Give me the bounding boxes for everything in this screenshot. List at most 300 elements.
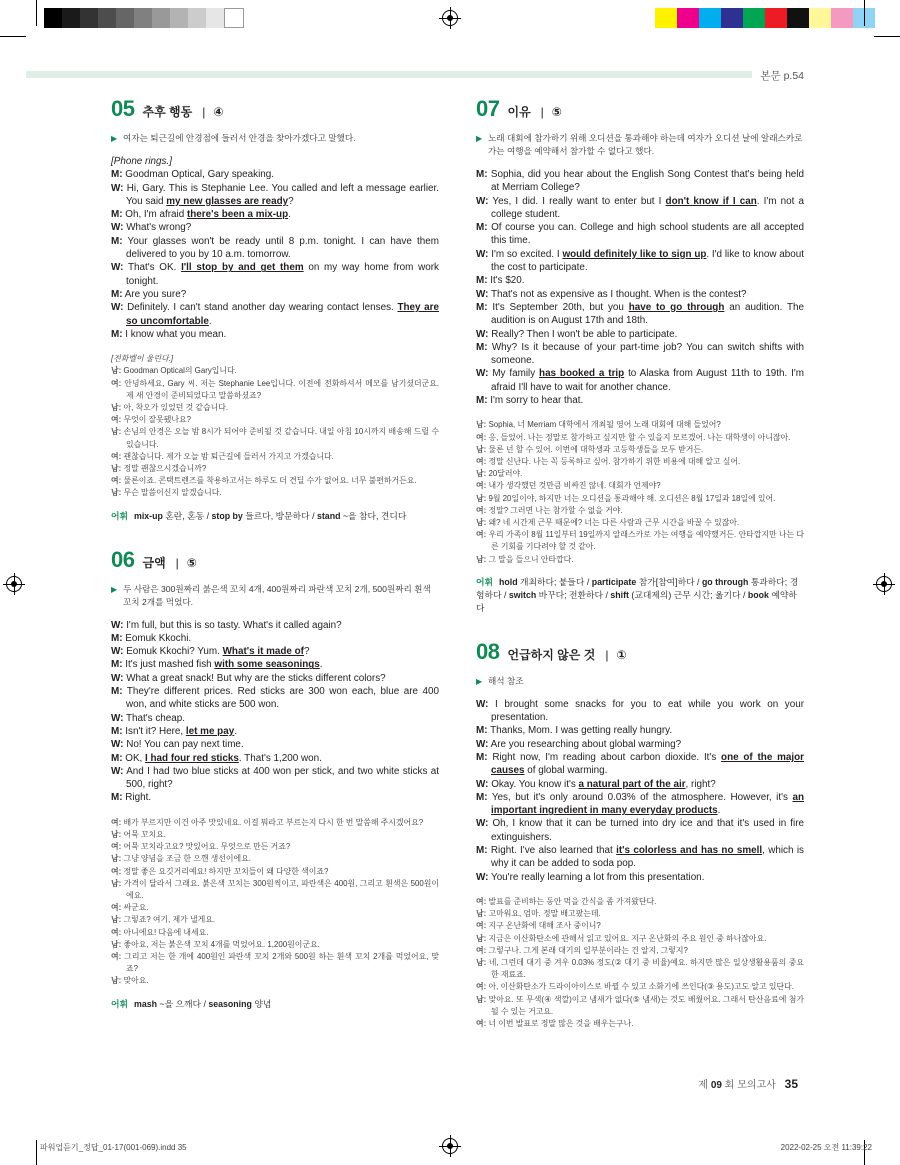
script-line	[111, 328, 439, 341]
speaker-label: 여:	[476, 432, 487, 442]
key-phrase: They are so uncomfortable	[126, 302, 440, 327]
script-line	[476, 221, 804, 248]
script-line	[111, 658, 439, 671]
script-text: And I had two blue sticks at 400 won per stick, and two white sticks at 500, right?	[126, 765, 439, 791]
vocab-word: stop by	[211, 510, 243, 521]
vocab-word: mix-up	[134, 510, 163, 521]
speaker-label: W:	[111, 262, 124, 274]
translation-line	[476, 456, 804, 468]
script-text: Eomuk Kkochi.	[125, 632, 192, 644]
script-text: an audition. The audition is on August 17th and 18th.	[491, 301, 805, 327]
speaker-label: 여:	[476, 982, 487, 992]
translation-text: 괜찮습니다. 제가 오늘 밤 퇴근길에 들러서 가지고 가겠습니다.	[123, 451, 334, 461]
script-text: I brought some snacks for you to eat while you work on your presentation.	[491, 698, 805, 724]
speaker-label: 여:	[111, 951, 122, 961]
speaker-label: W:	[476, 248, 489, 260]
key-phrase: it's colorless and has no smell	[616, 845, 763, 857]
translation-text: 그렇죠? 여기, 제가 낼게요.	[123, 915, 216, 925]
key-phrase: let me pay	[185, 725, 235, 737]
vocab-word: shift	[610, 589, 629, 600]
script-text: That's cheap.	[126, 712, 185, 724]
vocab-meaning: 혼란, 혼동	[165, 510, 205, 521]
vocab-meaning: 바꾸다; 전환하다	[538, 589, 604, 600]
key-phrase: one of the major causes	[491, 751, 804, 777]
vocab-word: go through	[701, 576, 749, 587]
script-line	[476, 738, 804, 751]
speaker-label: 남:	[111, 939, 122, 949]
script-line	[111, 765, 439, 792]
script-line	[476, 844, 804, 871]
key-phrase: with some seasonings	[214, 659, 320, 671]
section-title: 언급하지 않은 것	[507, 647, 596, 662]
translation-line	[111, 841, 439, 853]
english-script	[111, 155, 439, 341]
triangle-icon: ▶	[111, 584, 118, 594]
speaker-label: 남:	[111, 366, 122, 376]
speaker-label: M:	[476, 169, 488, 180]
right-column	[476, 96, 804, 1030]
speaker-label: 여:	[476, 481, 487, 491]
script-text: I know what you mean.	[125, 328, 227, 340]
translation-line	[111, 353, 439, 365]
script-text: What a great snack! But why are the sticks different colors?	[126, 672, 386, 684]
translation-text: 고마워요, 엄마. 정말 배고팠는데.	[488, 909, 601, 919]
speaker-label: W:	[111, 646, 124, 658]
translation-line	[476, 1018, 804, 1030]
script-line	[111, 712, 439, 725]
footer-round: 09	[710, 1080, 722, 1091]
translation-text: 지금은 이산화탄소에 관해서 읽고 있어요. 지구 온난화의 주요 원인 중 하나잖아요.	[488, 933, 767, 943]
stage-direction: [Phone rings.]	[111, 156, 172, 167]
speaker-label: 남:	[111, 427, 122, 437]
triangle-icon: ▶	[476, 134, 483, 143]
script-line	[111, 791, 439, 804]
vocab-meaning: 들르다, 방문하다	[245, 510, 310, 521]
script-line	[476, 394, 804, 407]
script-line	[111, 619, 439, 632]
section-separator: |	[540, 105, 544, 119]
translation-text: 물론이죠. 콘택트렌즈를 착용하고서는 하루도 더 견딜 수가 없어요. 너무 불편하거든요.	[123, 476, 417, 486]
section-separator: |	[605, 647, 609, 662]
script-text: I'm sorry to hear that.	[490, 395, 584, 407]
speaker-label: W:	[111, 619, 124, 631]
key-phrase: there's been a mix-up	[186, 209, 289, 221]
speaker-label: M:	[476, 751, 488, 763]
section-header	[111, 547, 439, 573]
vocab-word: hold	[499, 576, 518, 587]
speaker-label: 남:	[476, 909, 487, 919]
speaker-label: 여:	[476, 505, 487, 515]
script-text: . I'm not a college student.	[491, 195, 804, 220]
script-line	[111, 208, 439, 221]
speaker-label: 여:	[476, 896, 487, 906]
translation-line	[111, 829, 439, 841]
translation-text: 안녕하세요, Gary 씨. 저는 Stephanie Lee입니다. 이전에 전화하셔서 메모를 남기셨더군요. 제 새 안경이 준비되었다고 말씀하셨죠?	[124, 378, 439, 400]
translation-text: Goodman Optical의 Gary입니다.	[123, 366, 237, 376]
translation-text: 좋아요, 저는 붉은색 꼬치 4개를 먹었어요. 1,200원이군요.	[123, 939, 320, 949]
translation-line	[476, 994, 804, 1018]
translation-line	[111, 939, 439, 951]
vocab-meaning: ~을 참다, 견디다	[342, 510, 407, 521]
speaker-label: 여:	[111, 866, 122, 876]
summary-text: 해석 참조	[488, 675, 524, 686]
vocab-meaning: 양념	[254, 998, 272, 1009]
registration-mark-left	[6, 576, 22, 592]
script-text: Right now, I'm reading about carbon dioxide. It's	[492, 751, 722, 763]
script-text: Yes, but it's only around 0.03% of the atmosphere. However, it's	[491, 791, 793, 803]
script-line	[111, 738, 439, 751]
script-text: .	[208, 315, 212, 327]
key-phrase: would definitely like to sign up	[562, 248, 707, 260]
translation-line	[476, 468, 804, 480]
translation-line	[111, 463, 439, 475]
registration-mark-top	[442, 10, 458, 26]
translation-line	[476, 529, 804, 553]
script-text: It's just mashed fish	[125, 659, 215, 671]
translation-line	[476, 432, 804, 444]
script-line	[111, 235, 439, 262]
translation-text: 응, 들었어. 나는 정말로 참가하고 싶지만 할 수 있을지 모르겠어. 나는 대학생이 아니잖아.	[488, 432, 791, 442]
speaker-label: M:	[111, 632, 123, 644]
translation-text: 정말 신난다. 나는 꼭 등록하고 싶어. 참가하기 위한 비용에 대해 알고 싶어.	[488, 456, 741, 466]
speaker-label: 여:	[476, 945, 487, 955]
translation-line	[476, 920, 804, 932]
left-column	[111, 96, 439, 1035]
translation-line	[476, 505, 804, 517]
header-band	[26, 71, 752, 78]
vocab-word: seasoning	[208, 998, 252, 1009]
speaker-label: 여:	[111, 415, 122, 425]
script-text: That's not as expensive as I thought. When is the contest?	[491, 288, 747, 300]
speaker-label: M:	[111, 752, 123, 764]
key-phrase: What's it made of	[222, 646, 304, 658]
section-separator: |	[202, 105, 206, 119]
speaker-label: 남:	[111, 488, 122, 498]
script-line	[476, 288, 804, 301]
script-text: OK,	[125, 752, 146, 764]
script-line	[476, 698, 804, 725]
vocabulary: 어휘 hold 개최하다; 붙들다 / participate 참가[참여]하다 / go through 통과하다; 경험하다 / switch 바꾸다; 전환하다 / shift (교대제의) 근무 시간; 옮기다 / book 예약하다	[476, 576, 799, 613]
speaker-label: M:	[111, 209, 123, 221]
translation-line	[111, 487, 439, 499]
script-line	[111, 288, 439, 301]
script-text: . I'd like to know about the cost to participate.	[491, 248, 804, 274]
script-line	[476, 817, 804, 844]
script-text: Right. I've also learned that	[490, 845, 617, 857]
script-text: What's wrong?	[126, 222, 192, 234]
script-line	[111, 632, 439, 645]
script-text: Of course you can. College and high school students are all accepted this time.	[491, 222, 804, 247]
key-phrase: I'll stop by and get them	[181, 262, 304, 274]
script-line	[476, 274, 804, 287]
translation-line	[111, 414, 439, 426]
vocab-meaning: ~을 으깨다	[159, 998, 202, 1009]
translation-text: 네, 그런데 대기 중 겨우 0.03% 정도(② 대기 중 비율)예요. 하지만 많은 일상생활용품의 중요한 재료죠.	[488, 957, 804, 980]
speaker-label: M:	[476, 725, 488, 737]
script-line	[111, 301, 439, 328]
speaker-label: W:	[476, 818, 489, 830]
script-line	[111, 725, 439, 738]
key-phrase: I had four red sticks	[145, 752, 239, 764]
script-text: ?	[288, 195, 294, 207]
translation-text: 정말 괜찮으시겠습니까?	[123, 463, 207, 473]
speaker-label: M:	[476, 301, 488, 313]
speaker-label: 여:	[111, 842, 122, 852]
speaker-label: W:	[476, 328, 489, 340]
english-script	[476, 168, 804, 407]
summary-text: 여자는 퇴근길에 안경점에 들러서 안경을 찾아가겠다고 말했다.	[123, 133, 356, 143]
translation-line	[476, 896, 804, 908]
korean-translation	[476, 419, 804, 565]
script-line	[476, 751, 804, 778]
page-reference: 본문 p.54	[760, 70, 804, 82]
section-summary	[111, 583, 439, 609]
speaker-label: M:	[476, 222, 488, 234]
korean-translation	[476, 896, 804, 1030]
translation-text: 우리 가족이 8월 11일부터 19일까지 알래스카로 가는 여행을 예약했거든. 안타깝지만 나는 다른 기회를 기다려야 할 것 같아.	[488, 530, 804, 552]
speaker-label: M:	[111, 235, 123, 247]
speaker-label: 남:	[476, 469, 487, 479]
english-script	[476, 698, 804, 884]
script-line	[111, 221, 439, 234]
speaker-label: W:	[476, 871, 489, 883]
translation-line	[111, 365, 439, 377]
speaker-label: 여:	[476, 530, 487, 540]
vocab-meaning: 예약하다	[476, 589, 797, 613]
korean-translation	[111, 353, 439, 499]
translation-line	[111, 878, 439, 902]
translation-line	[476, 480, 804, 492]
vocab-label: 어휘	[111, 510, 128, 521]
script-line	[476, 791, 804, 818]
key-phrase: has booked a trip	[539, 368, 625, 380]
script-text: Eomuk Kkochi? Yum.	[126, 646, 223, 658]
translation-line	[111, 866, 439, 878]
section-08	[476, 639, 804, 1030]
footer-prefix: 제	[698, 1080, 709, 1091]
script-text: They're different prices. Red sticks are 300 won each, blue are 400 won, and white sticks are 500 won.	[126, 686, 439, 711]
speaker-label: M:	[476, 341, 488, 353]
speaker-label: 남:	[111, 402, 122, 412]
translation-text: 20달러야.	[488, 469, 523, 479]
translation-line	[111, 451, 439, 463]
section-07	[476, 96, 804, 615]
triangle-icon: ▶	[476, 676, 483, 686]
script-line	[476, 724, 804, 737]
vocab-meaning: 참가[참여]하다	[638, 576, 695, 587]
translation-text: 내가 생각했던 것만큼 비싸진 않네. 대회가 언제야?	[488, 481, 661, 491]
vocabulary: 어휘 mash ~을 으깨다 / seasoning 양념	[111, 998, 272, 1009]
script-text: Why? Is it because of your part-time job? You can switch shifts with someone.	[491, 341, 804, 367]
speaker-label: W:	[111, 765, 124, 777]
translation-text: 그냥 양념을 조금 한 으깬 생선이에요.	[123, 854, 251, 864]
script-text: My family	[492, 368, 540, 380]
triangle-icon: ▶	[111, 134, 118, 143]
translation-text: 무엇이 잘못됐나요?	[123, 415, 192, 425]
registration-mark-right	[876, 576, 892, 592]
speaker-label: M:	[476, 791, 488, 803]
translation-line	[111, 426, 439, 450]
script-text: Really? Then I won't be able to participate.	[491, 328, 678, 340]
script-line	[111, 645, 439, 658]
translation-line	[111, 475, 439, 487]
translation-text: 그리고 저는 한 개에 400원인 파란색 꼬치 2개와 500원 하는 흰색 꼬치 2개를 먹었어요, 맞죠?	[124, 951, 439, 974]
speaker-label: 여:	[111, 451, 122, 461]
speaker-label: 남:	[476, 554, 487, 564]
page-footer	[698, 1076, 798, 1091]
section-title: 이유	[507, 105, 531, 119]
script-text: Yes, I did. I really want to enter but I	[492, 195, 666, 207]
crop-mark	[36, 0, 37, 26]
speaker-label: 남:	[476, 444, 487, 454]
speaker-label: M:	[111, 169, 123, 181]
slug-filename: 파워업듣기_정답_01-17(001-069).indd 35	[40, 1143, 187, 1152]
translation-text: 아, 이산화탄소가 드라이아이스로 바뀔 수 있고 소화기에 쓰인다(③ 용도)고도 알고 있단다.	[488, 982, 794, 992]
translation-text: 그 말을 들으니 안타깝다.	[488, 554, 574, 564]
script-text: Are you sure?	[124, 288, 187, 300]
registration-mark-bottom	[442, 1138, 458, 1154]
crop-mark	[864, 0, 865, 26]
speaker-label: W:	[476, 698, 489, 710]
section-answer: ①	[616, 647, 627, 662]
speaker-label: 남:	[476, 994, 487, 1004]
translation-line	[476, 444, 804, 456]
section-number: 07	[476, 96, 500, 121]
summary-text: 두 사람은 300원짜리 붉은색 꼬치 4개, 400원짜리 파란색 꼬치 2개, 500원짜리 흰색 꼬치 2개를 먹었다.	[123, 583, 431, 607]
section-title: 추후 행동	[142, 105, 193, 119]
script-line	[111, 752, 439, 765]
vocab-word: book	[747, 589, 769, 600]
script-text: Oh, I'm afraid	[125, 209, 187, 221]
script-text: . That's 1,200 won.	[238, 752, 322, 764]
vocab-word: switch	[508, 589, 537, 600]
speaker-label: M:	[111, 725, 123, 737]
speaker-label: 남:	[476, 420, 487, 430]
translation-line	[111, 914, 439, 926]
section-summary	[111, 132, 439, 145]
speaker-label: 여:	[111, 476, 122, 486]
speaker-label: M:	[111, 288, 123, 300]
script-text: Okay. You know it's	[491, 778, 579, 790]
translation-text: 아니에요! 다음에 내세요.	[123, 927, 209, 937]
speaker-label: W:	[111, 302, 124, 314]
script-line	[476, 195, 804, 222]
vocab-meaning: 통과하다; 경험하다	[476, 576, 799, 600]
translation-line	[111, 853, 439, 865]
script-text: That's OK.	[128, 262, 182, 274]
vocab-meaning: 개최하다; 붙들다	[520, 576, 585, 587]
speaker-label: 남:	[476, 957, 487, 967]
gray-color-bar	[44, 8, 244, 28]
translation-line	[476, 517, 804, 529]
speaker-label: M:	[476, 395, 488, 407]
speaker-label: W:	[476, 288, 489, 300]
script-line	[111, 261, 439, 288]
key-phrase: my new glasses are ready	[166, 195, 289, 207]
translation-text: 발표를 준비하는 동안 먹을 간식을 좀 가져왔단다.	[488, 896, 657, 906]
translation-line	[476, 554, 804, 566]
script-text: It's $20.	[490, 275, 525, 287]
speaker-label: W:	[111, 712, 124, 724]
vocab-label: 어휘	[111, 998, 128, 1009]
speaker-label: 여:	[476, 921, 487, 931]
speaker-label: W:	[476, 738, 489, 750]
script-line	[476, 168, 804, 195]
script-text: , which is why it can be added to soda pop.	[491, 845, 804, 870]
translation-text: 왜? 네 시간제 근무 때문에? 너는 다른 사람과 근무 시간을 바꿀 수 있잖아.	[488, 517, 740, 527]
script-text: Right.	[125, 792, 152, 804]
speaker-label: 여:	[111, 378, 122, 388]
translation-text: Sophia, 너 Merriam 대학에서 개최될 영어 노래 대회에 대해 들었어?	[488, 420, 721, 430]
vocabulary: 어휘 mix-up 혼란, 혼동 / stop by 들르다, 방문하다 / stand ~을 참다, 견디다	[111, 510, 407, 521]
translation-text: 손님의 안경은 오늘 밤 8시가 되어야 준비될 것 같습니다. 내일 아침 10시까지 배송해 드릴 수 있습니다.	[123, 427, 439, 449]
script-text: No! You can pay next time.	[126, 739, 244, 751]
translation-text: 정말? 그러면 나는 참가할 수 없을 거야.	[488, 505, 623, 515]
translation-text: 어묵 꼬치라고요? 맛있어요. 무엇으로 만든 거죠?	[123, 842, 291, 852]
translation-line	[476, 933, 804, 945]
translation-line	[476, 908, 804, 920]
translation-line	[111, 927, 439, 939]
translation-text: 배가 부르지만 이건 아주 맛있네요. 이걸 뭐라고 부르는지 다시 한 번 말씀해 주시겠어요?	[123, 817, 424, 827]
translation-text: 그렇구나. 그게 본래 대기의 일부분이라는 건 알지, 그렇지?	[488, 945, 688, 955]
script-text: .	[234, 725, 237, 737]
speaker-label: M:	[476, 275, 488, 287]
translation-line	[476, 419, 804, 431]
section-number: 08	[476, 638, 500, 664]
script-text: Your glasses won't be ready until 8 p.m. tonight. I can have them delivered to you by 10 a.m. tomorrow.	[126, 235, 439, 261]
speaker-label: 남:	[111, 878, 122, 888]
speaker-label: M:	[111, 792, 123, 804]
translation-text: 무슨 말씀이신지 알겠습니다.	[123, 488, 222, 498]
section-header	[476, 96, 804, 122]
speaker-label: M:	[111, 686, 123, 698]
script-line	[476, 301, 804, 328]
translation-text: 가격이 달라서 그래요. 붉은색 꼬치는 300원씩이고, 파란색은 400원, 그리고 흰색은 500원이에요.	[123, 878, 439, 900]
translation-line	[111, 902, 439, 914]
script-line	[111, 182, 439, 209]
section-06	[111, 547, 439, 1011]
summary-text: 노래 대회에 참가하기 위해 오디션을 통과해야 하는데 여자가 오디션 날에 알래스카로 가는 여행을 예약해서 참가할 수 없다고 했다.	[488, 133, 803, 156]
speaker-label: 남:	[476, 493, 487, 503]
speaker-label: 여:	[111, 927, 122, 937]
translation-text: 싸군요.	[123, 903, 149, 913]
section-answer: ④	[213, 105, 224, 119]
cmyk-color-bar	[655, 8, 875, 28]
script-text: on my way home from work tonight.	[126, 262, 439, 287]
crop-mark	[36, 1140, 37, 1165]
speaker-label: 남:	[111, 976, 122, 986]
translation-line	[111, 951, 439, 975]
footer-suffix: 회 모의고사	[724, 1080, 776, 1091]
section-number: 06	[111, 546, 135, 572]
speaker-label: M:	[476, 845, 488, 857]
script-text: to Alaska from August 11th to 19th. I'm afraid I'll have to wait for another chance.	[491, 368, 805, 393]
speaker-label: 남:	[111, 463, 122, 473]
script-text: Are you researching about global warming?	[490, 738, 682, 750]
speaker-label: W:	[111, 182, 124, 194]
slug-date: 2022-02-25 오전 11:39:22	[780, 1143, 872, 1152]
script-line	[111, 685, 439, 712]
speaker-label: 남:	[476, 933, 487, 943]
speaker-label: 여:	[111, 817, 122, 827]
script-line	[111, 168, 439, 181]
section-separator: |	[175, 555, 179, 570]
translation-line	[111, 817, 439, 829]
speaker-label: 여:	[476, 1018, 487, 1028]
script-text: Isn't it? Here,	[125, 725, 186, 737]
script-text: ?	[303, 646, 310, 658]
korean-translation	[111, 817, 439, 988]
